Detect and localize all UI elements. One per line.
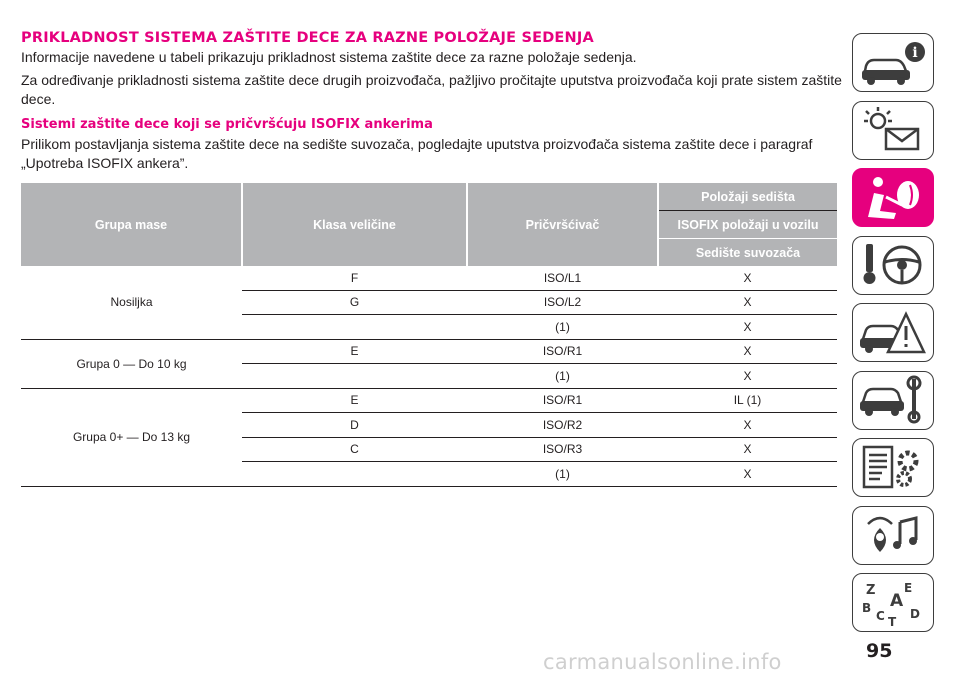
fixture-cell: (1) bbox=[467, 315, 658, 340]
manufacturer-paragraph: Za određivanje prikladnosti sistema zaštite dece drugih proizvođača, pažljivo pročitajte uputstva proizvođača koji prate sistem zaštite dece. bbox=[21, 72, 842, 107]
warning-light-message-icon bbox=[858, 105, 928, 155]
tab-index[interactable] bbox=[852, 573, 934, 632]
tab-specifications[interactable] bbox=[852, 438, 934, 497]
chapter-tabs bbox=[852, 33, 938, 641]
header-passenger-seat: Sedište suvozača bbox=[658, 239, 837, 267]
svg-text:E: E bbox=[904, 580, 913, 595]
size-class-cell bbox=[242, 315, 467, 340]
size-class-cell: G bbox=[242, 290, 467, 315]
tab-emergency[interactable] bbox=[852, 303, 934, 362]
specifications-gear-icon bbox=[858, 443, 928, 493]
car-maintenance-icon bbox=[858, 375, 928, 425]
installation-paragraph: Prilikom postavljanja sistema zaštite dece na sedište suvozača, pogledajte uputstva proizvođača sistema zaštite dece i paragraf „Upotreba ISOFIX ankera”. bbox=[21, 136, 813, 171]
size-class-cell bbox=[242, 364, 467, 389]
mass-group-cell: Nosiljka bbox=[21, 266, 242, 339]
fixture-cell: (1) bbox=[467, 364, 658, 389]
suitability-cell: IL (1) bbox=[658, 388, 837, 413]
fixture-cell: (1) bbox=[467, 462, 658, 487]
svg-text:i: i bbox=[912, 44, 918, 61]
tab-warning-lights[interactable] bbox=[852, 101, 934, 160]
svg-text:T: T bbox=[888, 614, 897, 628]
mass-group-cell: Grupa 0+ — Do 13 kg bbox=[21, 388, 242, 486]
tab-maintenance[interactable] bbox=[852, 371, 934, 430]
table-row bbox=[21, 388, 837, 413]
tab-multimedia[interactable] bbox=[852, 506, 934, 565]
size-class-cell: E bbox=[242, 339, 467, 364]
svg-text:D: D bbox=[910, 606, 920, 621]
header-class: Klasa veličine bbox=[242, 183, 467, 266]
section-heading: PRIKLADNOST SISTEMA ZAŠTITE DECE ZA RAZNE POLOŽAJE SEDENJA bbox=[21, 30, 594, 46]
svg-text:A: A bbox=[890, 590, 904, 611]
header-group: Grupa mase bbox=[21, 183, 242, 266]
suitability-cell: X bbox=[658, 315, 837, 340]
suitability-cell: X bbox=[658, 364, 837, 389]
fixture-cell: ISO/L2 bbox=[467, 290, 658, 315]
tab-safety[interactable] bbox=[852, 168, 934, 227]
header-fixture: Pričvršćivač bbox=[467, 183, 658, 266]
page-number: 95 bbox=[866, 640, 893, 662]
suitability-cell: X bbox=[658, 266, 837, 290]
suitability-cell: X bbox=[658, 437, 837, 462]
suitability-cell: X bbox=[658, 413, 837, 438]
suitability-cell: X bbox=[658, 290, 837, 315]
svg-text:C: C bbox=[876, 608, 885, 623]
size-class-cell: C bbox=[242, 437, 467, 462]
airbag-seat-icon bbox=[858, 173, 928, 223]
mass-group-cell: Grupa 0 — Do 10 kg bbox=[21, 339, 242, 388]
size-class-cell bbox=[242, 462, 467, 487]
tab-starting-driving[interactable] bbox=[852, 236, 934, 295]
tab-car-info[interactable] bbox=[852, 33, 934, 92]
table-row bbox=[21, 266, 837, 290]
size-class-cell: E bbox=[242, 388, 467, 413]
intro-paragraph: Informacije navedene u tabeli prikazuju prikladnost sistema zaštite dece za razne položaje sedenja. bbox=[21, 49, 637, 65]
suitability-cell: X bbox=[658, 462, 837, 487]
fixture-cell: ISO/R1 bbox=[467, 388, 658, 413]
multimedia-icon bbox=[858, 510, 928, 560]
page-content bbox=[21, 30, 843, 173]
isofix-subheading: Sistemi zaštite dece koji se pričvršćuju ISOFIX ankerima bbox=[21, 117, 433, 132]
size-class-cell: D bbox=[242, 413, 467, 438]
fixture-cell: ISO/R3 bbox=[467, 437, 658, 462]
compatibility-table bbox=[21, 183, 837, 487]
svg-text:B: B bbox=[862, 600, 872, 615]
suitability-cell: X bbox=[658, 339, 837, 364]
size-class-cell: F bbox=[242, 266, 467, 290]
fixture-cell: ISO/R1 bbox=[467, 339, 658, 364]
fixture-cell: ISO/R2 bbox=[467, 413, 658, 438]
header-isofix-positions: ISOFIX položaji u vozilu bbox=[658, 211, 837, 239]
table-body bbox=[21, 266, 837, 486]
emergency-triangle-icon bbox=[858, 308, 928, 358]
car-info-icon bbox=[858, 38, 928, 88]
fixture-cell: ISO/L1 bbox=[467, 266, 658, 290]
alphabetical-index-icon bbox=[858, 578, 928, 628]
watermark: carmanualsonline.info bbox=[543, 650, 782, 674]
header-seat-positions: Položaji sedišta bbox=[658, 183, 837, 211]
table-row bbox=[21, 339, 837, 364]
key-steering-wheel-icon bbox=[858, 240, 928, 290]
svg-text:Z: Z bbox=[866, 582, 876, 598]
